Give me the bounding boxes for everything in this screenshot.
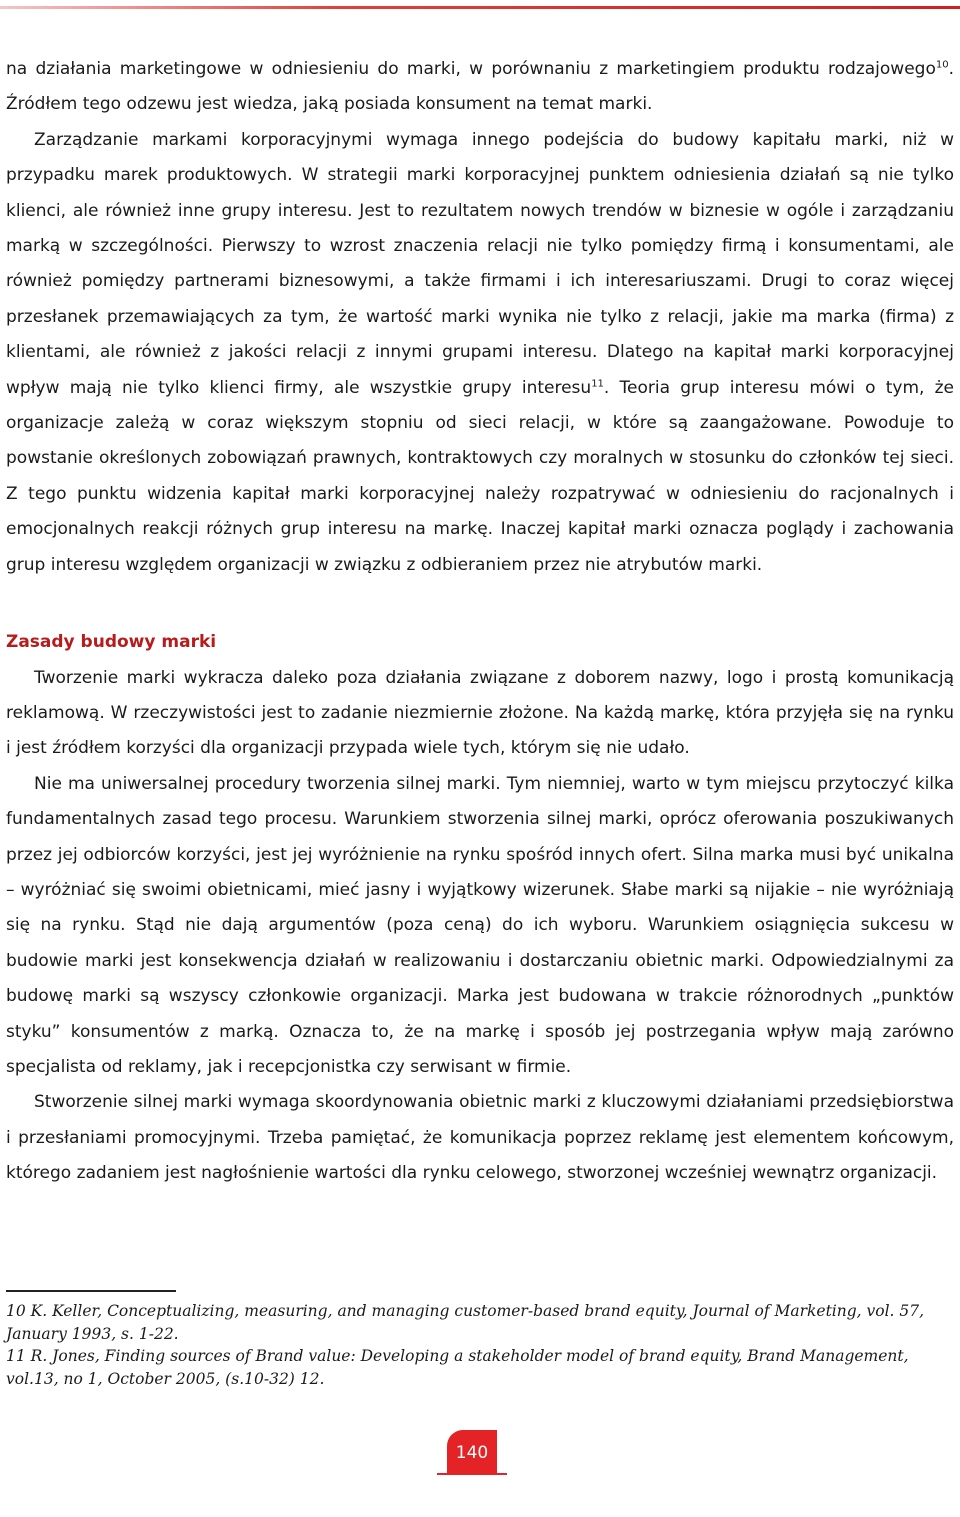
body-text	[6, 52, 954, 1192]
section-heading: Zasady budowy marki	[6, 632, 217, 653]
footnote-10: 10 K. Keller, Conceptualizing, measuring, and managing customer-based brand equity, Journal of Marketing, vol. 57, January 1993, s. 1-22.	[6, 1302, 925, 1343]
footnote-separator	[6, 1290, 176, 1292]
footnote-ref-11: 11	[591, 378, 604, 389]
page-number-badge	[447, 1430, 497, 1475]
paragraph-section-2: Nie ma uniwersalnej procedury tworzenia silnej marki. Tym niemniej, warto w tym miejscu przytoczyć kilka fundamentalnych zasad tego procesu. Warunkiem stworzenia silnej marki, oprócz oferowania poszukiwanych przez jej odbiorców korzyści, jest jej wyróżnienie na rynku spośród innych ofert. Silna marka musi być unikalna – wyróżniać się swoimi obietnicami, mieć jasny i wyjątkowy wizerunek. Słabe marki są nijakie – nie wyróżniają się na rynku. Stąd nie dają argumentów (poza ceną) do ich wyboru. Warunkiem osiągnięcia sukcesu w budowie marki jest konsekwencja działań w realizowaniu i dostarczaniu obietnic marki. Odpowiedzialnymi za budowę marki są wszyscy członkowie organizacji. Marka jest budowana w trakcie różnorodnych „punktów styku” konsumentów z marką. Oznacza to, że na markę i sposób jej postrzegania wpływ mają zarówno specjalista od reklamy, jak i recepcjonistka czy serwisant w firmie.	[6, 773, 954, 1077]
page-number: 140	[455, 1442, 489, 1463]
footnote-ref-10: 10	[935, 59, 949, 71]
paragraph-section-1: Tworzenie marki wykracza daleko poza działania związane z doborem nazwy, logo i prostą komunikacją reklamową. W rzeczywistości jest to zadanie niezmiernie złożone. Na każdą markę, która przyjęła się na rynku i jest źródłem korzyści dla organizacji przypada wiele tych, którym się nie udało.	[6, 667, 954, 759]
paragraph-continued: na działania marketingowe w odniesieniu do marki, w porównaniu z marketingiem produktu rodzajowego$^{10}$. Źródłem tego odzewu jest wiedza, jaką posiada konsument na temat marki.	[6, 59, 954, 115]
footnote-11: 11 R. Jones, Finding sources of Brand value: Developing a stakeholder model of brand equity, Brand Management, vol.13, no 1, October 2005, (s.10-32) 12.	[6, 1347, 909, 1388]
top-decorative-rule	[0, 6, 960, 9]
paragraph-section-3: Stworzenie silnej marki wymaga skoordynowania obietnic marki z kluczowymi działaniami przedsiębiorstwa i przesłaniami promocyjnymi. Trzeba pamiętać, że komunikacja poprzez reklamę jest elementem końcowym, którego zadaniem jest nagłośnienie wartości dla rynku celowego, stworzonej wcześniej wewnątrz organizacji.	[6, 1092, 954, 1184]
footnotes	[6, 1300, 954, 1390]
page-number-underline	[437, 1473, 507, 1475]
paragraph-corporate-brands: Zarządzanie markami korporacyjnymi wymaga innego podejścia do budowy kapitału marki, niż w przypadku marek produktowych. W strategii marki korporacyjnej punktem odniesienia działań są nie tylko klienci, ale również inne grupy interesu. Jest to rezultatem nowych trendów w biznesie w ogóle i zarządzaniu marką w szczególności. Pierwszy to wzrost znaczenia relacji nie tylko pomiędzy firmą i konsumentami, ale również pomiędzy partnerami biznesowymi, a także firmami i ich interesariuszami. Drugi to coraz więcej przesłanek przemawiających za tym, że wartość marki wynika nie tylko z relacji, jakie ma marka (firma) z klientami, ale również z jakości relacji z innymi grupami interesu. Dlatego na kapitał marki korporacyjnej wpływ mają nie tylko klienci firmy, ale wszystkie grupy interesu$^{11}$. Teoria grup interesu mówi o tym, że organizacje zależą w coraz większym stopniu od sieci relacji, w które są zaangażowane. Powoduje to powstanie określonych zobowiązań prawnych, kontraktowych czy moralnych w stosunku do członków tej sieci. Z tego punktu widzenia kapitał marki korporacyjnej należy rozpatrywać w odniesieniu do racjonalnych i emocjonalnych reakcji różnych grup interesu na markę. Inaczej kapitał marki oznacza poglądy i zachowania grup interesu względem organizacji w związku z odbieraniem przez nie atrybutów marki.	[6, 129, 955, 575]
